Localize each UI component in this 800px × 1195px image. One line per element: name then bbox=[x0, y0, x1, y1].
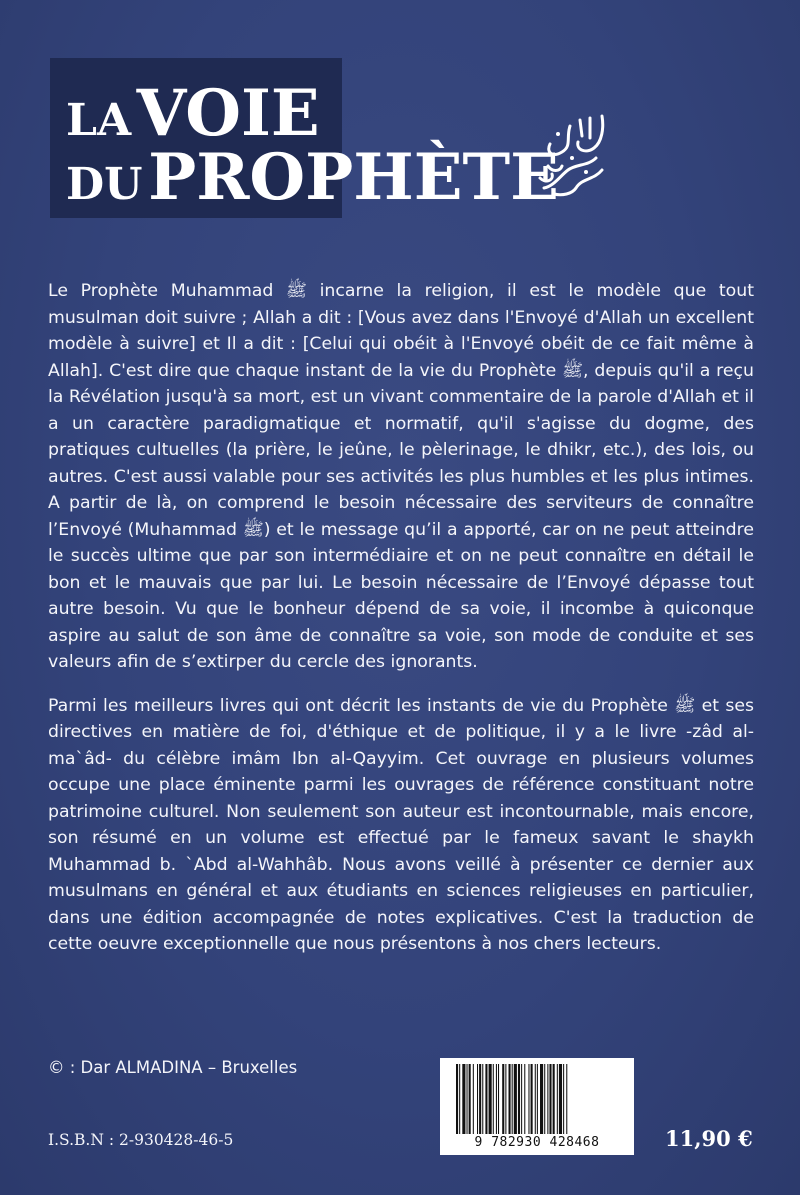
barcode-bar bbox=[479, 1064, 481, 1134]
barcode-bar bbox=[489, 1064, 492, 1134]
barcode-bar bbox=[557, 1064, 558, 1134]
barcode-bar bbox=[547, 1064, 548, 1134]
isbn-number: I.S.B.N : 2-930428-46-5 bbox=[48, 1131, 234, 1149]
back-cover-text bbox=[48, 278, 754, 958]
barcode-bar bbox=[553, 1064, 555, 1134]
title-du: DU bbox=[66, 159, 143, 210]
barcode-bar bbox=[493, 1064, 494, 1134]
barcode-bar bbox=[469, 1064, 471, 1134]
title-prophete: PROPHÈTE bbox=[148, 140, 559, 215]
barcode-bar bbox=[502, 1064, 504, 1134]
barcode-bar bbox=[540, 1064, 543, 1134]
barcode-bar bbox=[514, 1064, 517, 1134]
barcode-bar bbox=[467, 1064, 468, 1134]
barcode-bar bbox=[498, 1064, 499, 1134]
price: 11,90 € bbox=[665, 1126, 753, 1151]
barcode-bar bbox=[563, 1064, 564, 1134]
barcode-bar bbox=[512, 1064, 513, 1134]
barcode-bar bbox=[531, 1064, 533, 1134]
paragraph-book-description: Parmi les meilleurs livres qui ont décrit les instants de vie du Prophète ﷺ et ses directives en matière de foi, d'éthique et de politique, il y a le livre -zâd al-ma`âd- du célèbre imâm Ibn al-Qayyim. Cet ouvrage en plusieurs volumes occupe une place éminente parmi les ouvrages de référence constituant notre patrimoine culturel. Non seulement son auteur est incontournable, mais encore, son résumé en un volume est effectué par le fameux savant le shaykh Muhammad b. `Abd al-Wahhâb. Nous avons veillé à présenter ce dernier aux musulmans en général et aux étudiants en sciences religieuses en particulier, dans une édition accompagnée de notes explicatives. C'est la traduction de cette oeuvre exceptionnelle que nous présentons à nos chers lecteurs. bbox=[48, 695, 754, 954]
barcode-bar bbox=[473, 1064, 474, 1134]
barcode-bar bbox=[559, 1064, 562, 1134]
barcode-bar bbox=[566, 1064, 567, 1134]
barcode-bars bbox=[456, 1064, 628, 1134]
barcode-bar bbox=[505, 1064, 506, 1134]
title-line-2 bbox=[66, 140, 559, 215]
barcode-bar bbox=[482, 1064, 483, 1134]
barcode-bar bbox=[528, 1064, 529, 1134]
barcode bbox=[440, 1058, 634, 1155]
publisher-copyright: © : Dar ALMADINA – Bruxelles bbox=[48, 1058, 298, 1077]
barcode-bar bbox=[496, 1064, 497, 1134]
barcode-bar bbox=[459, 1064, 460, 1134]
barcode-bar bbox=[462, 1064, 465, 1134]
barcode-bar bbox=[485, 1064, 487, 1134]
barcode-bar bbox=[456, 1064, 458, 1134]
title-la: LA bbox=[66, 95, 132, 146]
barcode-bar bbox=[549, 1064, 551, 1134]
title-voie: VOIE bbox=[136, 76, 320, 151]
barcode-bar bbox=[518, 1064, 520, 1134]
barcode-bar bbox=[524, 1064, 525, 1134]
paragraph-intro: Le Prophète Muhammad ﷺ incarne la religion, il est le modèle que tout musulman doit suivre ; Allah a dit : [Vous avez dans l'Envoyé d'Allah un excellent modèle à suivre] et Il a dit : [Celui qui obéit à l'Envoyé obéit de ce fait même à Allah]. C'est dire que chaque instant de la vie du Prophète ﷺ, depuis qu'il a reçu la Révélation jusqu'à sa mort, est un vivant commentaire de la parole d'Allah et il a un caractère paradigmatique et normatif, qu'il s'agisse du dogme, des pratiques cultuelles (la prière, le jeûne, le pèlerinage, le dhikr, etc.), des lois, ou autres. C'est aussi valable pour ses activités les plus humbles et les plus intimes. A partir de là, on comprend le besoin nécessaire des serviteurs de connaître l’Envoyé (Muhammad ﷺ) et le message qu’il a apporté, car on ne peut atteindre le succès ultime que par son intermédiaire et on ne peut connaître en détail le bon et le mauvais que par lui. Le besoin nécessaire de l’Envoyé dépasse tout autre besoin. Vu que le bonheur dépend de sa voie, il incombe à quiconque aspire au salut de son âme de connaître sa voie, son mode de conduite et ses valeurs afin de s’extirper du cercle des ignorants. bbox=[48, 281, 754, 672]
barcode-bar bbox=[537, 1064, 538, 1134]
barcode-bar bbox=[509, 1064, 511, 1134]
barcode-digits: 9 782930 428468 bbox=[474, 1135, 600, 1150]
arabic-salawat-calligraphy-icon bbox=[532, 108, 614, 200]
barcode-bar bbox=[521, 1064, 522, 1134]
barcode-bar bbox=[477, 1064, 478, 1134]
barcode-bar bbox=[544, 1064, 545, 1134]
barcode-bar bbox=[535, 1064, 536, 1134]
